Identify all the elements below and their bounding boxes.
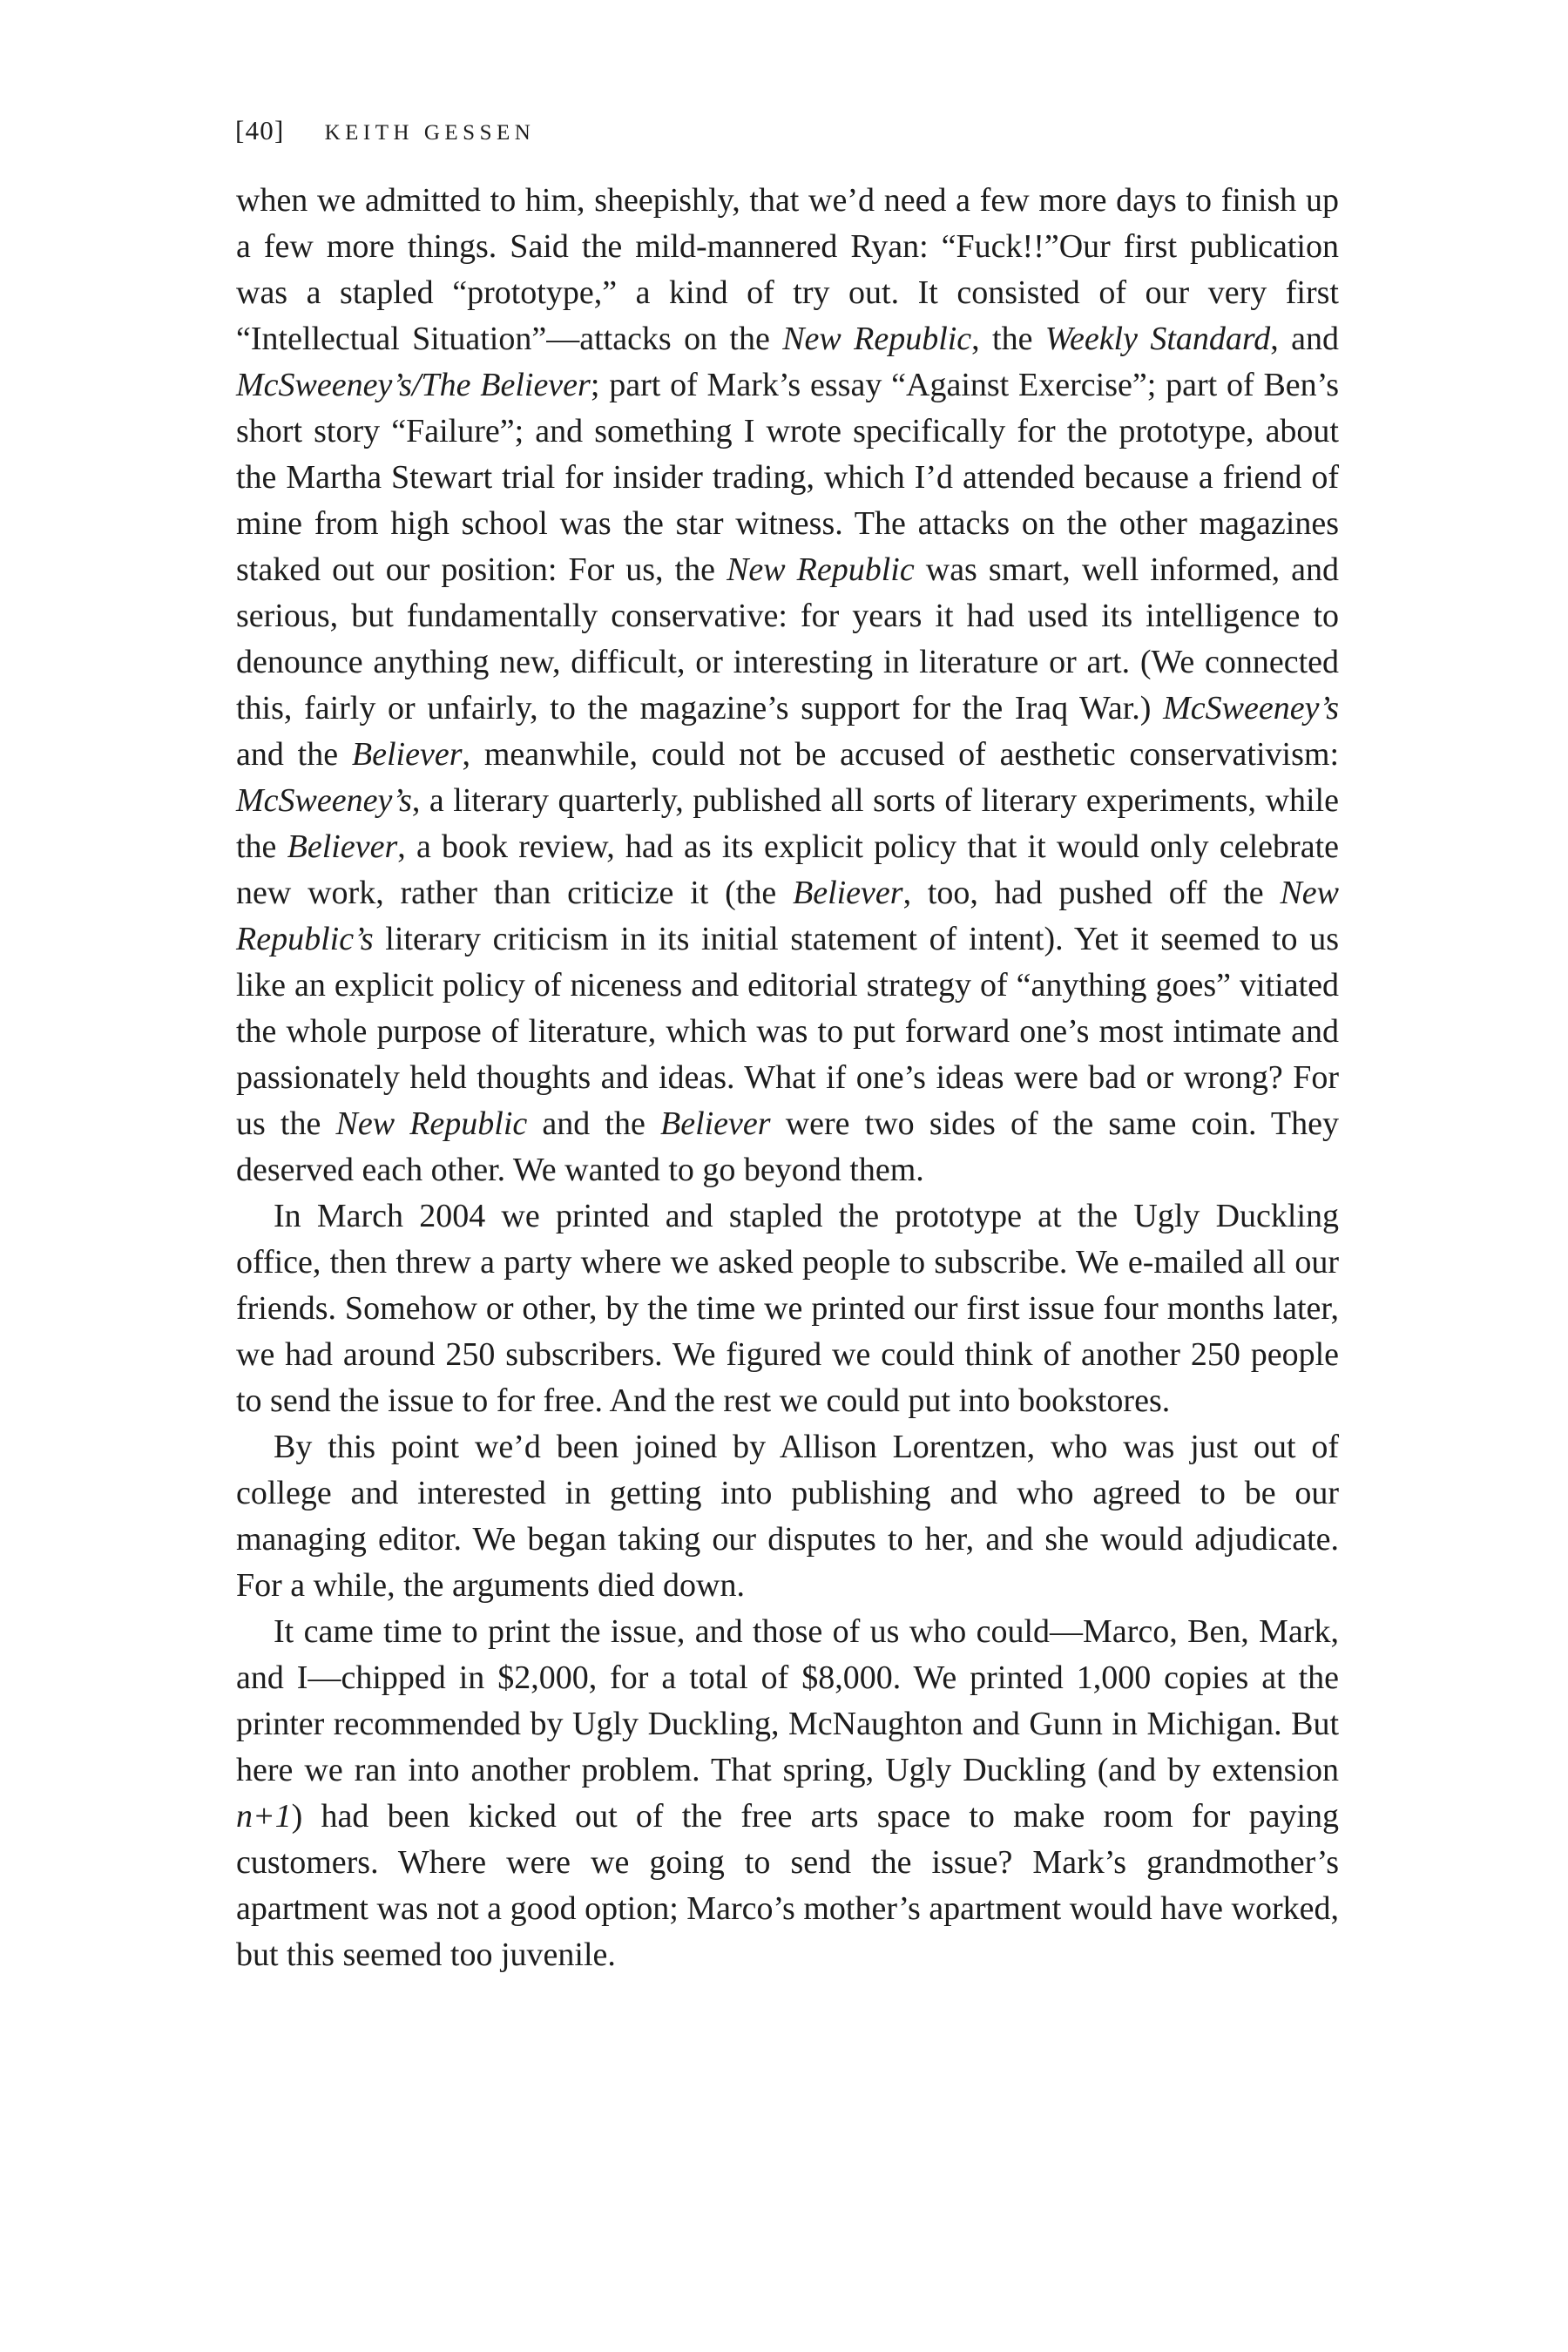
italic-text-run: Weekly Standard: [1044, 321, 1271, 357]
page-number: [40]: [235, 115, 285, 145]
running-head-author: KEITH GESSEN: [324, 121, 536, 145]
paragraph: [236, 1424, 1339, 1609]
paragraph: [236, 1609, 1339, 1978]
italic-text-run: McSweeney’s: [236, 782, 412, 819]
text-run: , too, had pushed off the: [902, 875, 1281, 911]
body-text: [236, 178, 1339, 1978]
text-run: It came time to print the issue, and those of us who could—Marco, Ben, Mark, and I—chipped in $2,000, for a total of $8,000. We printed 1,000 copies at the printer recommended by Ugly Duckling, McNaughton and Gunn in Michigan. But here we ran into another problem. That spring, Ugly Duckling (and by extension: [236, 1613, 1339, 1788]
text-run: literary criticism in its initial statement of intent). Yet it seemed to us like an explicit policy of niceness and editorial strategy of “anything goes” vitiated the whole purpose of literature, which was to put forward one’s most intimate and passionately held thoughts and ideas. What if one’s ideas were bad or wrong? For us the: [236, 921, 1339, 1142]
text-run: , a literary quarterly, published all sorts of literary experiments, while the: [236, 782, 1339, 865]
text-run: By this point we’d been joined by Allison Lorentzen, who was just out of college and interested in getting into publishing and who agreed to be our managing editor. We began taking our disputes to her, and she would adjudicate. For a while, the arguments died down.: [236, 1429, 1339, 1604]
italic-text-run: New Republic: [727, 551, 915, 588]
italic-text-run: Believer: [792, 875, 903, 911]
text-run: , the: [971, 321, 1045, 357]
text-run: In March 2004 we printed and stapled the prototype at the Ugly Duckling office, then threw a party where we asked people to subscribe. We e-mailed all our friends. Somehow or other, by the time we printed our first issue four months later, we had around 250 subscribers. We figured we could think of another 250 people to send the issue to for free. And the rest we could put into bookstores.: [236, 1198, 1339, 1419]
text-run: when we admitted to him, sheepishly, that we’d need a few more days to finish up a few more things. Said the mild-mannered Ryan: “Fuck!!”Our first publication was a stapled “prototype,” a kind of try out. It consisted of our very first “Intellectual Situation”—attacks on the: [236, 182, 1339, 357]
paragraph: [236, 178, 1339, 1193]
italic-text-run: Believer: [351, 736, 463, 773]
text-run: were two sides of the same coin. They deserved each other. We wanted to go beyond them.: [236, 1105, 1339, 1188]
paragraph: [236, 1193, 1339, 1424]
italic-text-run: n+1: [236, 1798, 292, 1835]
italic-text-run: McSweeney’s: [1163, 690, 1339, 727]
italic-text-run: Believer: [659, 1105, 771, 1142]
italic-text-run: New Republic: [335, 1105, 528, 1142]
text-run: ) had been kicked out of the free arts space to make room for paying customers. Where were we going to send the issue? Mark’s grandmother’s apartment was not a good option; Marco’s mother’s apartment would have worked, but this seemed too juvenile.: [236, 1798, 1339, 1973]
text-run: , meanwhile, could not be accused of aesthetic conservativism:: [462, 736, 1340, 773]
italic-text-run: New Republic’s: [236, 875, 1339, 957]
italic-text-run: New Republic: [782, 321, 972, 357]
text-run: , and: [1270, 321, 1339, 357]
italic-text-run: Believer: [287, 828, 398, 865]
text-run: and the: [527, 1105, 660, 1142]
text-run: , a book review, had as its explicit policy that it would only celebrate new work, rather than criticize it (the: [236, 828, 1339, 911]
running-head: [235, 115, 535, 146]
text-run: was smart, well informed, and serious, but fundamentally conservative: for years it had used its intelligence to denounce anything new, difficult, or interesting in literature or art. (We connected this, fairly or unfairly, to the magazine’s support for the Iraq War.): [236, 551, 1339, 727]
text-run: ; part of Mark’s essay “Against Exercise”; part of Ben’s short story “Failure”; and something I wrote specifically for the prototype, about the Martha Stewart trial for insider trading, which I’d attended because a friend of mine from high school was the star witness. The attacks on the other magazines staked out our position: For us, the: [236, 367, 1339, 588]
italic-text-run: McSweeney’s/The Believer: [236, 367, 591, 403]
text-run: and the: [236, 736, 352, 773]
